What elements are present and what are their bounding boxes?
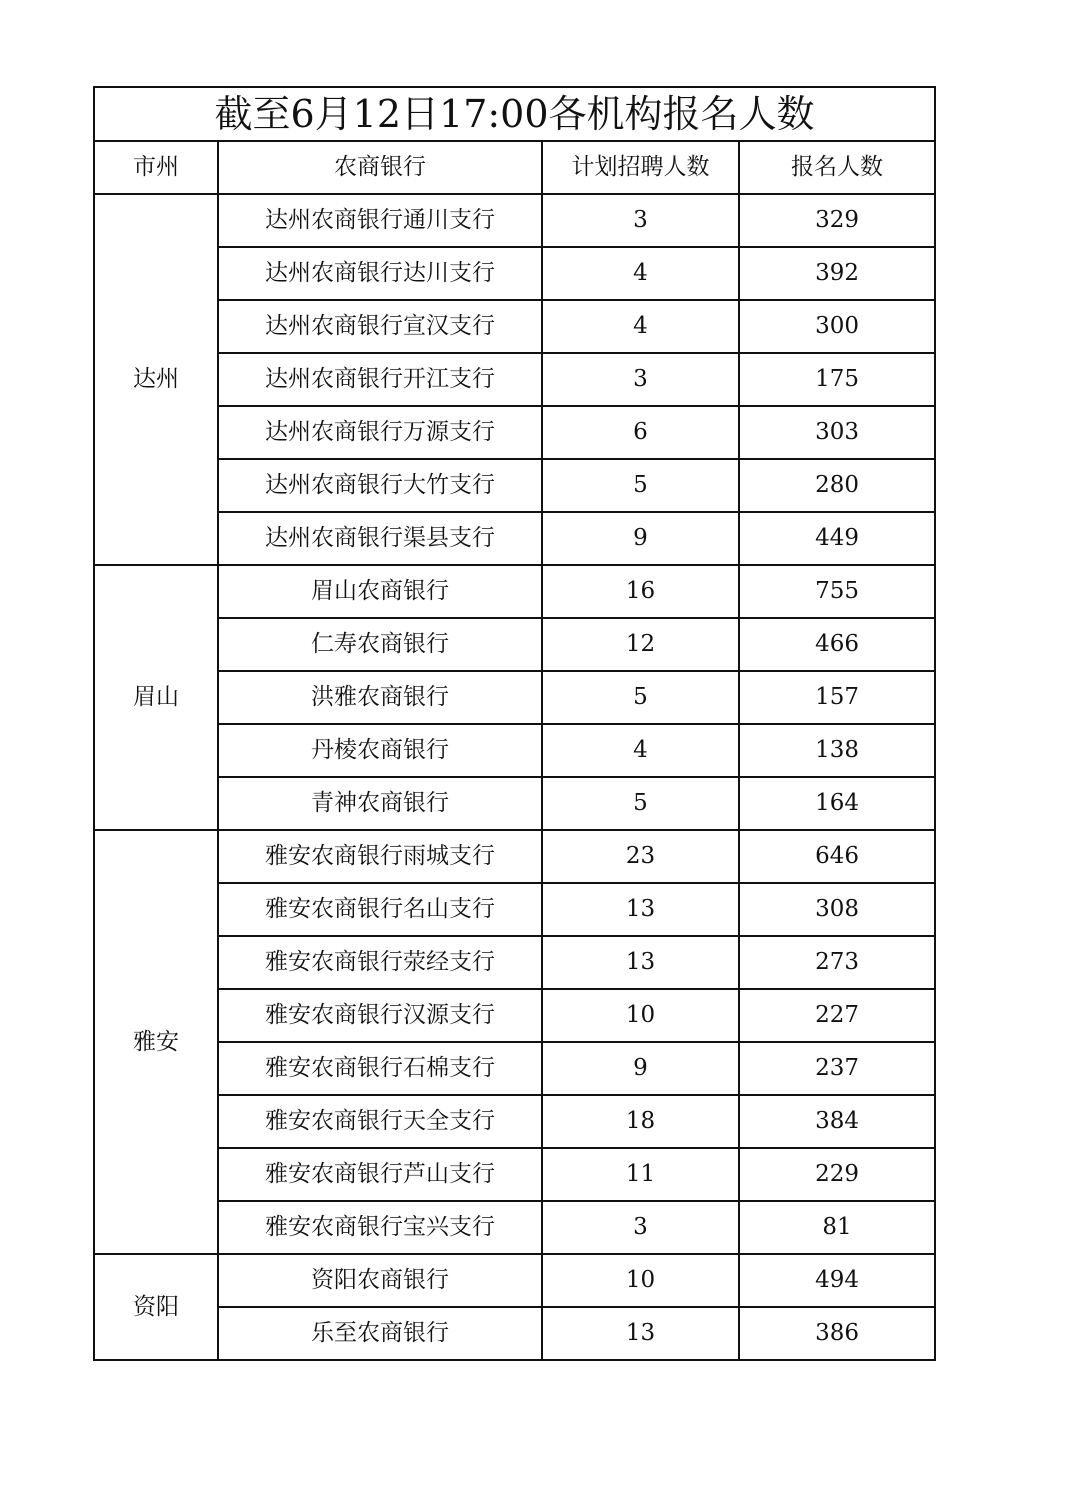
applicants-table (93, 86, 936, 1361)
table-row (94, 883, 935, 936)
header-applicants: 报名人数 (739, 141, 935, 194)
table-row (94, 618, 935, 671)
table-row (94, 565, 935, 618)
planned-cell: 4 (542, 247, 739, 300)
table-row (94, 300, 935, 353)
table-row (94, 671, 935, 724)
bank-cell: 达州农商银行大竹支行 (218, 459, 542, 512)
planned-cell: 5 (542, 459, 739, 512)
table-row (94, 353, 935, 406)
table-row (94, 936, 935, 989)
planned-cell: 3 (542, 194, 739, 247)
bank-cell: 达州农商银行通川支行 (218, 194, 542, 247)
bank-cell: 仁寿农商银行 (218, 618, 542, 671)
bank-cell: 洪雅农商银行 (218, 671, 542, 724)
table-row (94, 459, 935, 512)
planned-cell: 10 (542, 989, 739, 1042)
bank-cell: 雅安农商银行雨城支行 (218, 830, 542, 883)
planned-cell: 5 (542, 777, 739, 830)
table-row (94, 1148, 935, 1201)
applicants-cell: 449 (739, 512, 935, 565)
bank-cell: 达州农商银行渠县支行 (218, 512, 542, 565)
applicants-cell: 273 (739, 936, 935, 989)
applicants-cell: 157 (739, 671, 935, 724)
bank-cell: 青神农商银行 (218, 777, 542, 830)
applicants-cell: 227 (739, 989, 935, 1042)
table-row (94, 1307, 935, 1360)
planned-cell: 6 (542, 406, 739, 459)
applicants-cell: 164 (739, 777, 935, 830)
bank-cell: 乐至农商银行 (218, 1307, 542, 1360)
applicants-cell: 466 (739, 618, 935, 671)
table-row (94, 1254, 935, 1307)
table-row (94, 1095, 935, 1148)
applicants-cell: 392 (739, 247, 935, 300)
table-row (94, 1042, 935, 1095)
table-title: 截至6月12日17:00各机构报名人数 (94, 87, 935, 141)
header-planned: 计划招聘人数 (542, 141, 739, 194)
city-cell: 眉山 (94, 565, 218, 830)
applicants-cell: 755 (739, 565, 935, 618)
bank-cell: 雅安农商银行宝兴支行 (218, 1201, 542, 1254)
planned-cell: 3 (542, 353, 739, 406)
header-bank: 农商银行 (218, 141, 542, 194)
table-row (94, 1201, 935, 1254)
applicants-cell: 494 (739, 1254, 935, 1307)
bank-cell: 资阳农商银行 (218, 1254, 542, 1307)
planned-cell: 13 (542, 1307, 739, 1360)
table-row (94, 512, 935, 565)
applicants-cell: 329 (739, 194, 935, 247)
planned-cell: 5 (542, 671, 739, 724)
bank-cell: 达州农商银行达川支行 (218, 247, 542, 300)
applicants-cell: 646 (739, 830, 935, 883)
applicants-cell: 308 (739, 883, 935, 936)
planned-cell: 18 (542, 1095, 739, 1148)
bank-cell: 达州农商银行开江支行 (218, 353, 542, 406)
bank-cell: 雅安农商银行天全支行 (218, 1095, 542, 1148)
planned-cell: 12 (542, 618, 739, 671)
city-cell: 达州 (94, 194, 218, 565)
table-row (94, 406, 935, 459)
planned-cell: 10 (542, 1254, 739, 1307)
bank-cell: 达州农商银行万源支行 (218, 406, 542, 459)
planned-cell: 16 (542, 565, 739, 618)
table-row (94, 247, 935, 300)
applicants-cell: 138 (739, 724, 935, 777)
planned-cell: 11 (542, 1148, 739, 1201)
applicants-cell: 237 (739, 1042, 935, 1095)
city-cell: 资阳 (94, 1254, 218, 1360)
table-row (94, 777, 935, 830)
planned-cell: 23 (542, 830, 739, 883)
applicants-cell: 280 (739, 459, 935, 512)
planned-cell: 9 (542, 512, 739, 565)
applicants-cell: 81 (739, 1201, 935, 1254)
applicants-cell: 384 (739, 1095, 935, 1148)
header-row (94, 141, 935, 194)
bank-cell: 雅安农商银行石棉支行 (218, 1042, 542, 1095)
city-cell: 雅安 (94, 830, 218, 1254)
title-row (94, 87, 935, 141)
bank-cell: 达州农商银行宣汉支行 (218, 300, 542, 353)
applicants-cell: 386 (739, 1307, 935, 1360)
header-city: 市州 (94, 141, 218, 194)
planned-cell: 4 (542, 300, 739, 353)
applicants-cell: 229 (739, 1148, 935, 1201)
bank-cell: 雅安农商银行名山支行 (218, 883, 542, 936)
table-row (94, 830, 935, 883)
applicants-cell: 175 (739, 353, 935, 406)
table-body (94, 87, 935, 1360)
applicants-cell: 300 (739, 300, 935, 353)
planned-cell: 13 (542, 936, 739, 989)
table-row (94, 194, 935, 247)
planned-cell: 9 (542, 1042, 739, 1095)
bank-cell: 雅安农商银行荥经支行 (218, 936, 542, 989)
table-row (94, 724, 935, 777)
planned-cell: 13 (542, 883, 739, 936)
bank-cell: 丹棱农商银行 (218, 724, 542, 777)
bank-cell: 雅安农商银行芦山支行 (218, 1148, 542, 1201)
table-row (94, 989, 935, 1042)
bank-cell: 眉山农商银行 (218, 565, 542, 618)
planned-cell: 3 (542, 1201, 739, 1254)
planned-cell: 4 (542, 724, 739, 777)
applicants-cell: 303 (739, 406, 935, 459)
bank-cell: 雅安农商银行汉源支行 (218, 989, 542, 1042)
